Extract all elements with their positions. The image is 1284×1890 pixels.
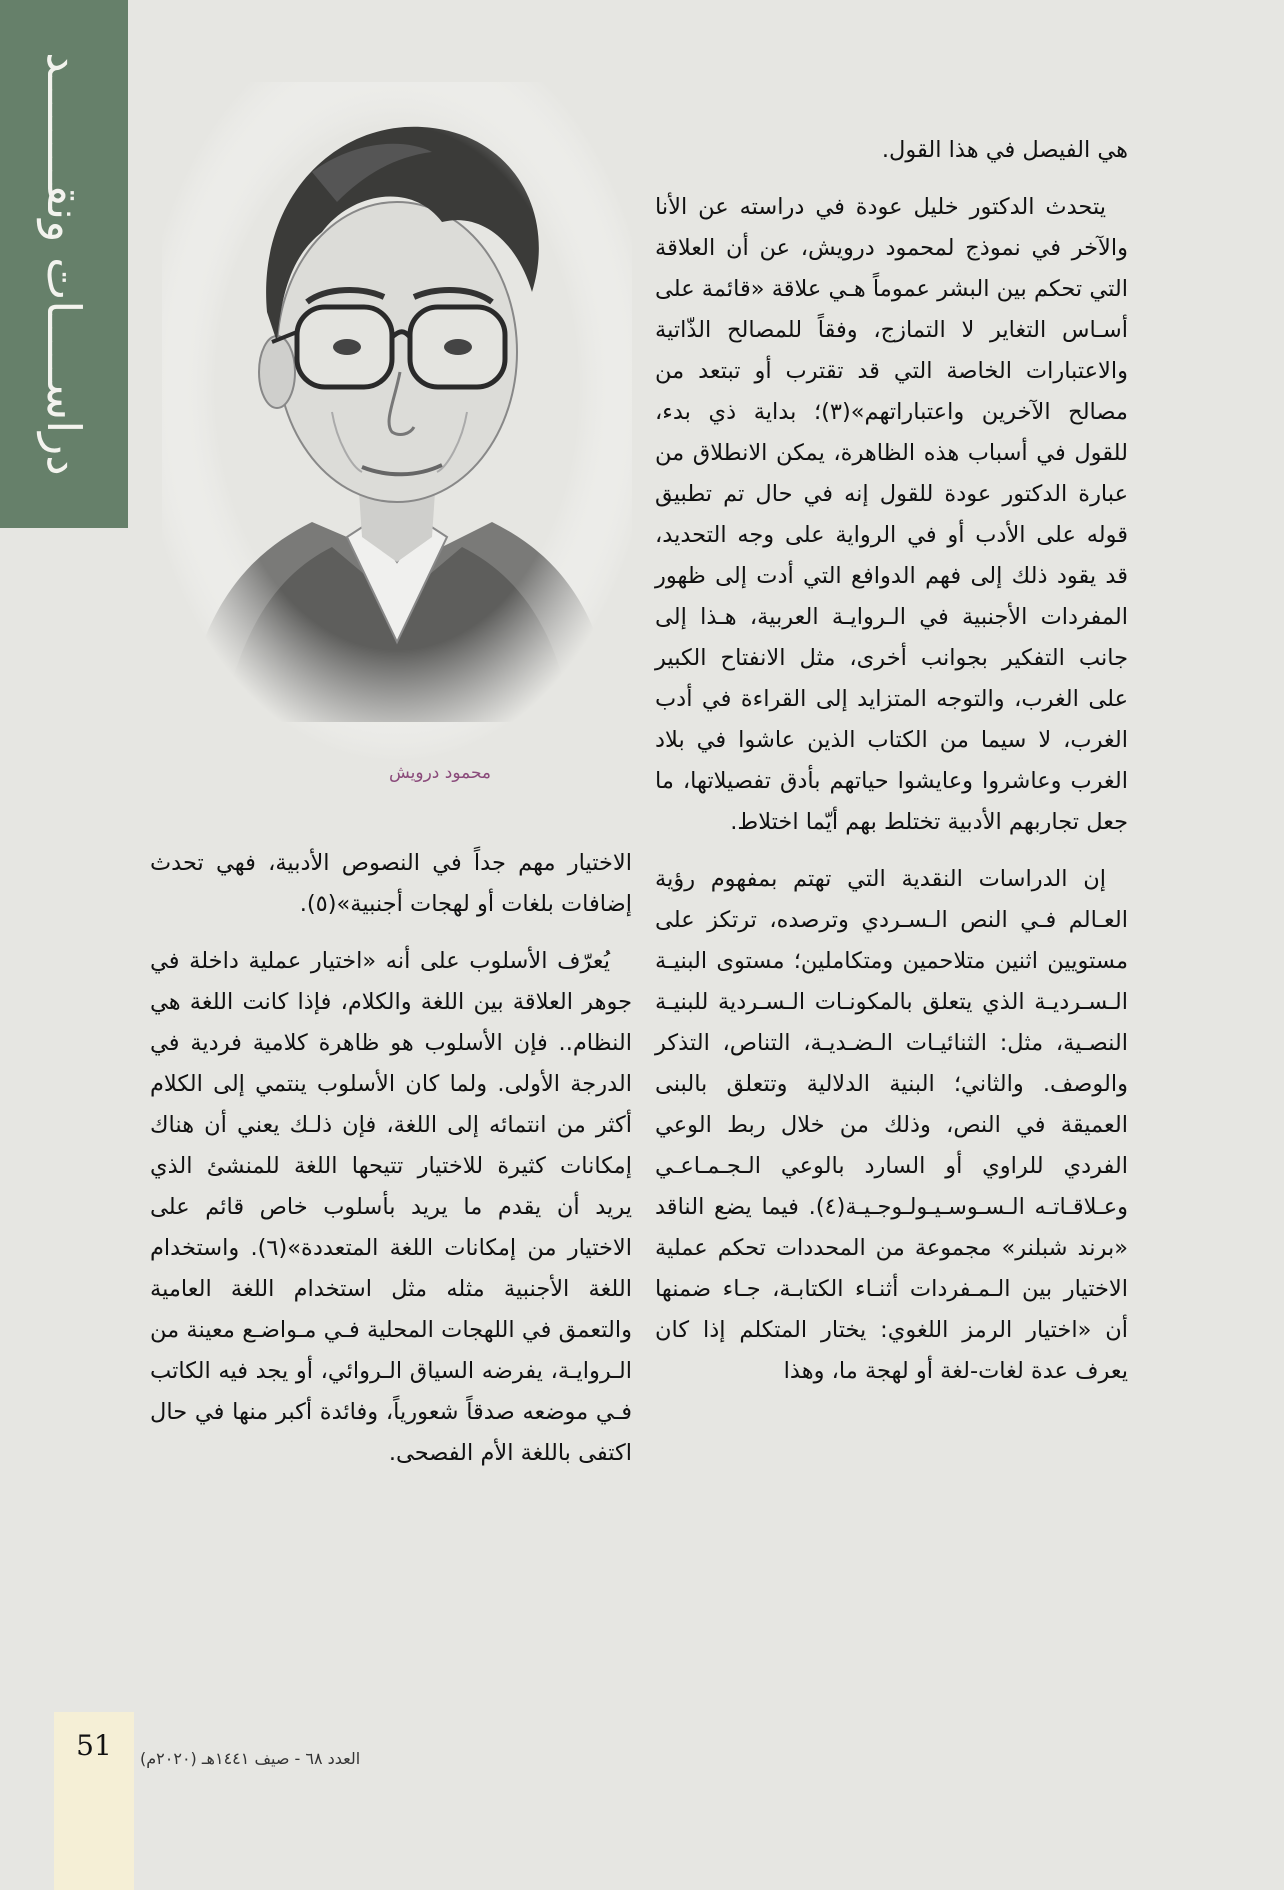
left-text-column <box>150 843 632 1474</box>
portrait-image <box>162 82 632 762</box>
paragraph: يُعرّف الأسلوب على أنه «اختيار عملية داخلة في جوهر العلاقة بين اللغة والكلام، فإذا كانت اللغة هي النظام.. فإن الأسلوب هو ظاهرة كلامية فردية في الدرجة الأولى. ولما كان الأسلوب ينتمي إلى الكلام أكثر من انتمائه إلى اللغة، فإن ذلـك يعني أن هناك إمكانات كثيرة للاختيار تتيحها اللغة للمنشئ الذي يريد أن يقدم ما يريد بأسلوب خاص قائم على الاختيار من إمكانات اللغة المتعددة»(٦). واستخدام اللغة الأجنبية مثله مثل استخدام اللغة العامية والتعمق في اللهجات المحلية فـي مـواضـع معينة من الـروايـة، يفرضه السياق الـروائي، أو يجد فيه الكاتب فـي موضعه صدقاً شعورياً، وفائدة أكبر منها في حال اكتفى باللغة الأم الفصحى. <box>150 948 633 1466</box>
paragraph: الاختيار مهم جداً في النصوص الأدبية، فهي تحدث إضافات بلغات أو لهجات أجنبية»(٥). <box>150 850 632 917</box>
issue-info: العدد ٦٨ - صيف ١٤٤١هـ (٢٠٢٠م) <box>140 1749 361 1768</box>
page-number: 51 <box>76 1729 112 1762</box>
paragraph: يتحدث الدكتور خليل عودة في دراسته عن الأنا والآخر في نموذج لمحمود درويش، عن أن العلاقة التي تحكم بين البشر عموماً هـي علاقة «قائمة على أسـاس التغاير لا التمازج، وفقاً للمصالح الذّاتية والاعتبارات الخاصة التي قد تقترب أو تبتعد من مصالح الآخرين واعتباراتهم»(٣)؛ بداية ذي بدء، للقول في أسباب هذه الظاهرة، يمكن الانطلاق من عبارة الدكتور عودة للقول إنه في حال تم تطبيق قوله على الأدب أو في الرواية على وجه التحديد، قد يقود ذلك إلى فهم الدوافع التي أدت إلى ظهور المفردات الأجنبية في الـروايـة العربية، هـذا إلى جانب التفكير بجوانب أخرى، مثل الانفتاح الكبير على الغرب، والتوجه المتزايد إلى القراءة في أدب الغرب، لا سيما من الكتاب الذين عاشوا في بلاد الغرب وعاشروا وعايشوا حياتهم بأدق تفصيلاتها، ما جعل تجاربهم الأدبية تختلط بهم أيّما اختلاط. <box>655 194 1128 835</box>
paragraph: هي الفيصل في هذا القول. <box>881 137 1128 163</box>
page-number-box <box>54 1712 134 1890</box>
section-tab-label: دراســـــات ونقــــــــد <box>37 52 91 476</box>
right-text-column <box>655 130 1128 1392</box>
section-tab <box>0 0 128 528</box>
portrait-caption: محمود درويش <box>388 763 492 783</box>
paragraph: إن الدراسات النقدية التي تهتم بمفهوم رؤية العـالم فـي النص الـسـردي وترصده، ترتكز على مستويين اثنين متلاحمين ومتكاملين؛ مستوى البنيـة الـسـرديـة الذي يتعلق بالمكونـات الـسـردية للبنيـة النصـية، مثل: الثنائيـات الـضـديـة، التناص، التذكر والوصف. والثاني؛ البنية الدلالية وتتعلق بالبنى العميقة في النص، وذلك من خلال ربط الوعي الفردي للراوي أو السارد بالوعي الـجـمـاعـي وعـلاقـاتـه الـسـوسـيـولـوجـيـة(٤). فيما يضع الناقد «برند شبلنر» مجموعة من المحددات تحكم عملية الاختيار بين الـمـفردات أثنـاء الكتابـة، جـاء ضمنها أن «اختيار الرمز اللغوي: يختار المتكلم إذا كان يعرف عدة لغات-لغة أو لهجة ما، وهذا <box>655 866 1128 1384</box>
